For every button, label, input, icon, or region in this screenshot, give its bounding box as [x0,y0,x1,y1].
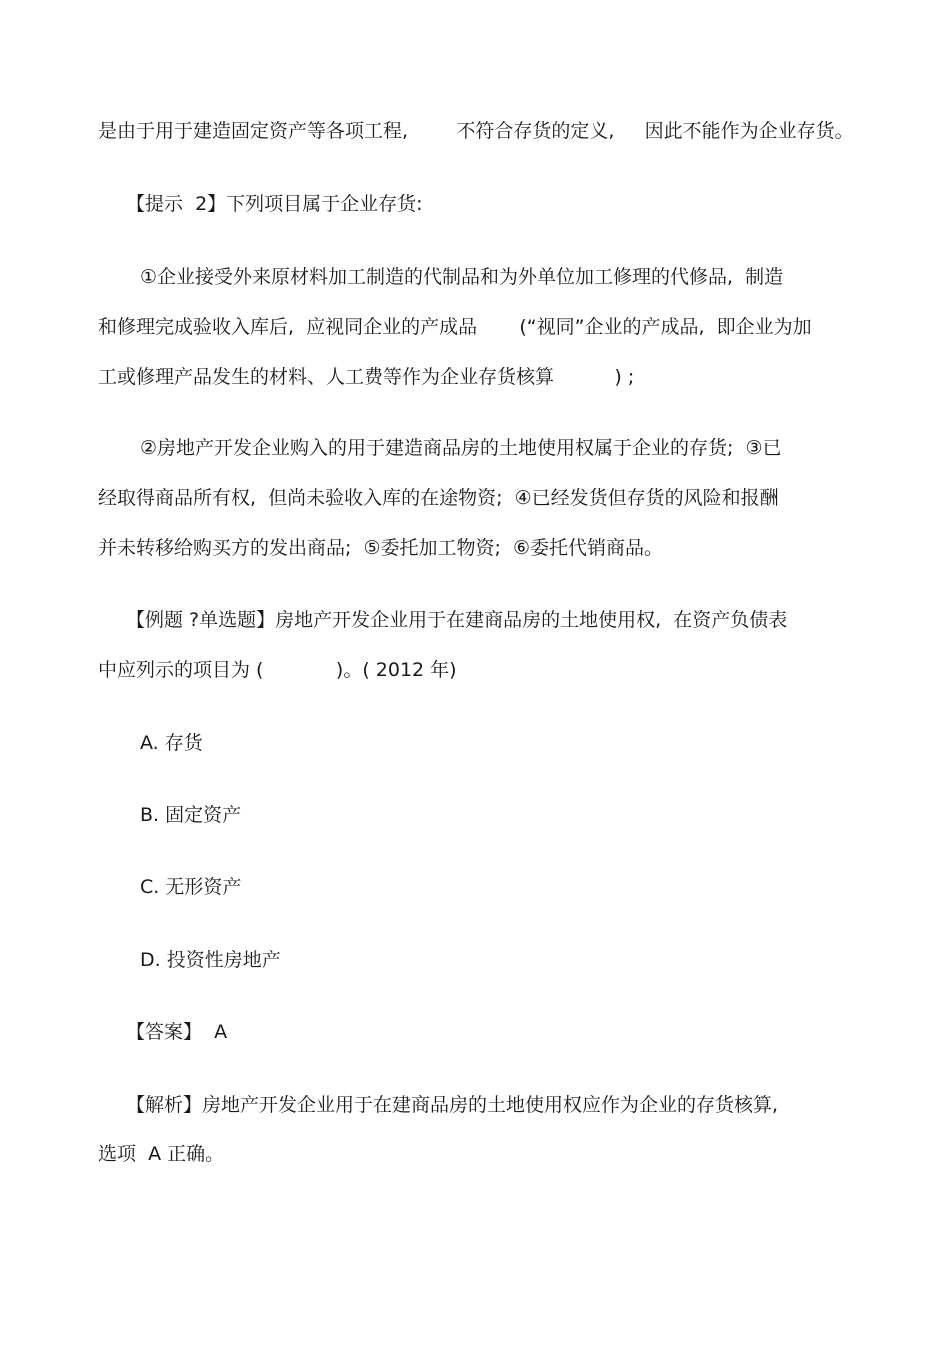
paragraph-intro-tail: 是由于用于建造固定资产等各项工程, 不符合存货的定义, 因此不能作为企业存货。 [98,120,854,142]
option-b: B. 固定资产 [140,804,242,826]
explanation-line-1: 【解析】房地产开发企业用于在建商品房的土地使用权应作为企业的存货核算, [126,1094,779,1116]
hint-2-item-1-line-2: 和修理完成验收入库后, 应视同企业的产成品 (“视同”企业的产成品, 即企业为加 [98,316,812,338]
example-question-line-1: 【例题 ?单选题】房地产开发企业用于在建商品房的土地使用权, 在资产负债表 [126,609,788,631]
option-a: A. 存货 [140,732,203,754]
hint-2-items-2-6-line-2: 经取得商品所有权, 但尚未验收入库的在途物资; ④已经发货但存货的风险和报酬 [98,487,779,509]
answer: 【答案】 A [126,1021,228,1043]
hint-2-item-1-line-1: ①企业接受外来原材料加工制造的代制品和为外单位加工修理的代修品, 制造 [140,266,784,288]
example-question-line-2: 中应列示的项目为 ( )。( 2012 年) [98,659,457,681]
hint-2-items-2-6-line-3: 并未转移给购买方的发出商品; ⑤委托加工物资; ⑥委托代销商品。 [98,537,664,559]
option-c: C. 无形资产 [140,876,242,898]
hint-2-item-1-line-3: 工或修理产品发生的材料、人工费等作为企业存货核算 ) ; [98,366,635,388]
option-d: D. 投资性房地产 [140,949,281,971]
explanation-line-2: 选项 A 正确。 [98,1143,225,1165]
hint-2-title: 【提示 2】下列项目属于企业存货: [126,193,423,215]
hint-2-items-2-6-line-1: ②房地产开发企业购入的用于建造商品房的土地使用权属于企业的存货; ③已 [140,437,782,459]
